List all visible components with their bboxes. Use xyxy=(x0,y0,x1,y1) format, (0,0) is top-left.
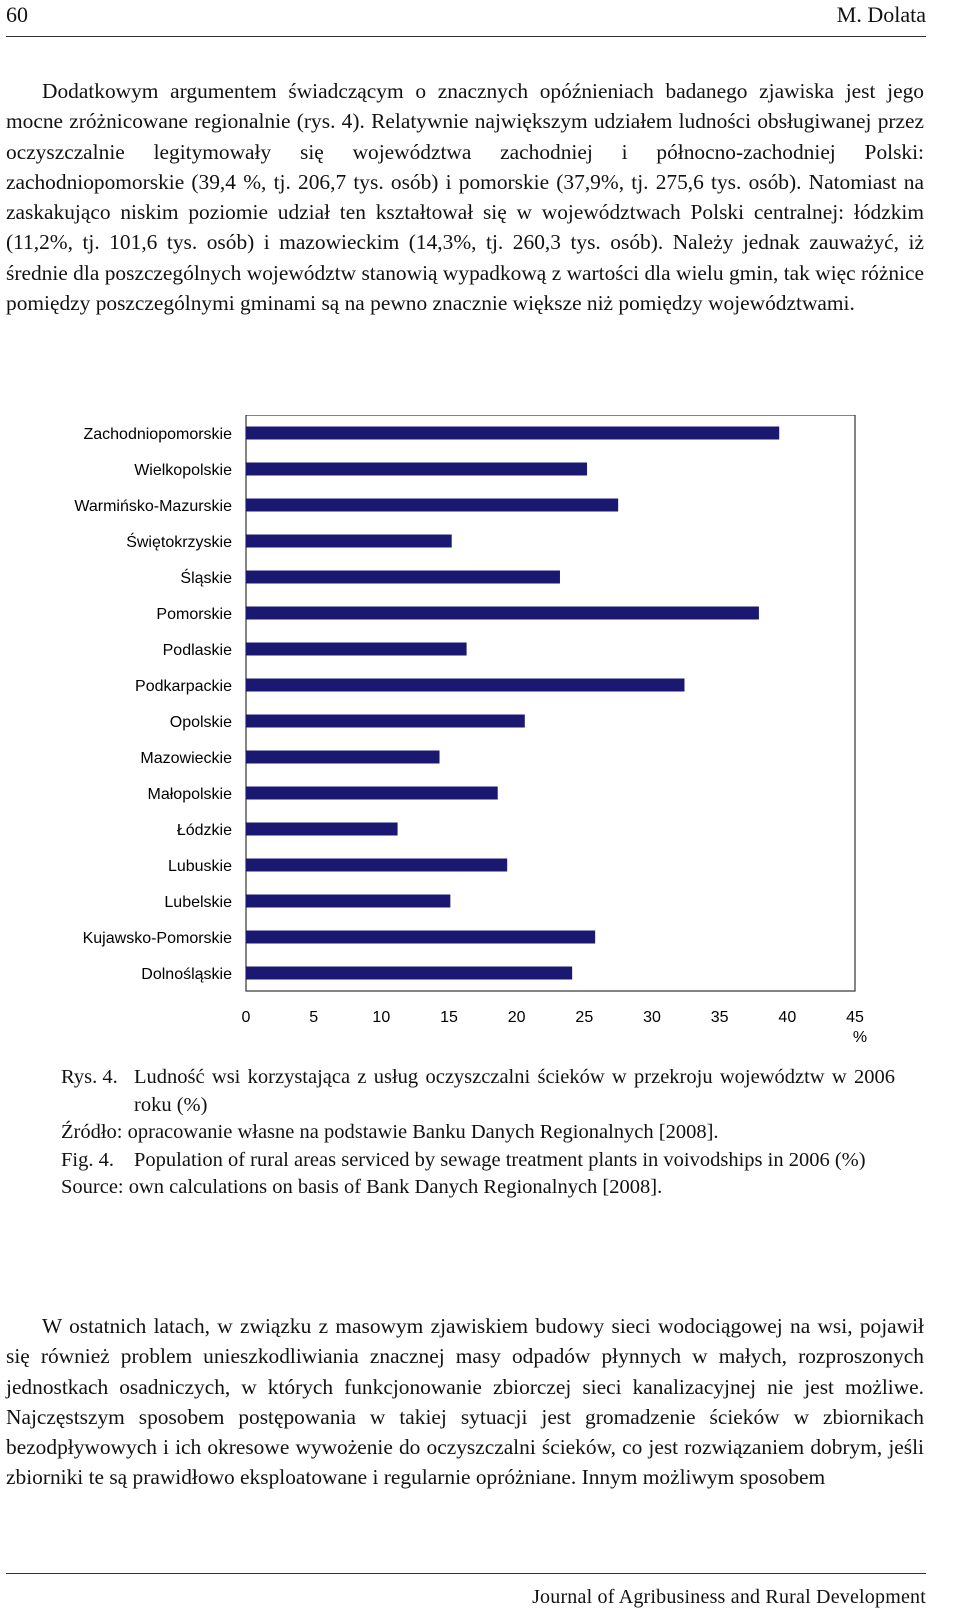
body-paragraph-2: W ostatnich latach, w związku z masowym zjawiskiem budowy sieci wodociągowej na wsi, pojawił się również problem unieszkodliwiania znacznej masy odpadów płynnych w małych, rozproszonych jednostkach osadniczych, w których funkcjonowanie zbiorczej sieci kanalizacyjnej nie jest możliwe. Najczęstszym sposobem postępowania w takiej sytuacji jest gromadzenie ścieków w zbiornikach bezodpływowych i ich okresowe wywożenie do oczyszczalni ścieków, co jest rozwiązaniem dobrym, jeśli zbiorniki te są prawidłowo eksploatowane i regularnie opróżniane. Innym możliwym sposobem xyxy=(6,1314,924,1490)
caption-pl-source: Źródło: opracowanie własne na podstawie Banku Danych Regionalnych [2008]. xyxy=(61,1121,719,1143)
bar xyxy=(246,967,572,980)
bar xyxy=(246,787,498,800)
x-tick-label: 40 xyxy=(778,1009,797,1026)
x-axis-label: % xyxy=(852,1029,868,1045)
page-footer xyxy=(6,1573,926,1608)
x-tick-label: 5 xyxy=(309,1009,319,1026)
caption-pl xyxy=(61,1064,895,1119)
bar xyxy=(246,535,452,548)
category-labels xyxy=(74,426,232,983)
figure-caption xyxy=(61,1064,895,1202)
category-label: Lubuskie xyxy=(167,858,232,875)
x-tick-label: 30 xyxy=(643,1009,661,1026)
bar-chart xyxy=(0,415,900,1045)
category-label: Podkarpackie xyxy=(135,678,232,695)
caption-en-label: Fig. 4. xyxy=(61,1148,114,1171)
caption-en-source: Source: own calculations on basis of Bank Danych Regionalnych [2008]. xyxy=(61,1176,663,1198)
x-tick-label: 20 xyxy=(507,1009,526,1026)
category-label: Lubelskie xyxy=(164,894,232,911)
running-author: M. Dolata xyxy=(836,2,926,27)
bar xyxy=(246,859,507,872)
bar-group xyxy=(246,427,779,980)
page-header xyxy=(6,0,926,37)
category-label: Dolnośląskie xyxy=(141,966,232,983)
x-tick-label: 10 xyxy=(372,1009,391,1026)
x-tick-labels xyxy=(242,1009,864,1026)
bar xyxy=(246,463,587,476)
x-tick-label: 15 xyxy=(440,1009,458,1026)
caption-en xyxy=(61,1147,895,1175)
bar xyxy=(246,751,440,764)
bar xyxy=(246,895,450,908)
category-label: Łódzkie xyxy=(176,822,232,839)
category-label: Wielkopolskie xyxy=(134,462,232,479)
category-label: Śląskie xyxy=(180,570,232,587)
category-label: Warmińsko-Mazurskie xyxy=(74,498,232,515)
bar xyxy=(246,643,467,656)
caption-en-text: Population of rural areas serviced by sewage treatment plants in voivodships in 2006 (%) xyxy=(134,1148,866,1171)
x-tick-label: 0 xyxy=(241,1009,251,1026)
x-tick-label: 35 xyxy=(710,1009,729,1026)
caption-pl-text: Ludność wsi korzystająca z usług oczyszczalni ścieków w przekroju województw w 2006 roku (%) xyxy=(134,1066,895,1116)
category-label: Mazowieckie xyxy=(140,750,232,767)
bar xyxy=(246,823,398,836)
category-label: Małopolskie xyxy=(147,786,232,803)
caption-pl-label: Rys. 4. xyxy=(61,1066,118,1088)
bar xyxy=(246,715,525,728)
bar xyxy=(246,679,684,692)
x-tick-label: 45 xyxy=(846,1009,864,1026)
category-label: Zachodniopomorskie xyxy=(83,426,232,443)
bar xyxy=(246,427,779,440)
bar xyxy=(246,931,595,944)
x-tick-label: 25 xyxy=(575,1009,594,1026)
category-label: Pomorskie xyxy=(156,606,232,623)
bar xyxy=(246,499,618,512)
category-label: Opolskie xyxy=(169,714,232,731)
body-paragraph-1: Dodatkowym argumentem świadczącym o znacznych opóźnieniach badanego zjawiska jest jego mocne zróżnicowane regionalnie (rys. 4). Relatywnie największym udziałem ludności obsługiwanej przez oczyszczalnie legitymowały się województwa zachodniej i północno-zachodniej Polski: zachodniopomorskie (39,4 %, tj. 206,7 tys. osób) i pomorskie (37,9%, tj. 275,6 tys. osób). Natomiast na zaskakująco niskim poziomie udział ten kształtował się w województwach Polski centralnej: łódzkim (11,2%, tj. 101,6 tys. osób) i mazowieckim (14,3%, tj. 260,3 tys. osób). Należy jednak zauważyć, iż średnie dla poszczególnych województw stanowią wypadkową z wartości dla wielu gmin, tak więc różnice pomiędzy poszczególnymi gminami są na pewno znacznie większe niż pomiędzy województwami. xyxy=(6,79,924,316)
page-number: 60 xyxy=(6,2,28,27)
category-label: Kujawsko-Pomorskie xyxy=(82,930,232,947)
category-label: Podlaskie xyxy=(162,642,232,659)
category-label: Świętokrzyskie xyxy=(126,534,232,551)
bar xyxy=(246,571,560,584)
journal-name: Journal of Agribusiness and Rural Development xyxy=(532,1586,926,1608)
bar xyxy=(246,607,759,620)
